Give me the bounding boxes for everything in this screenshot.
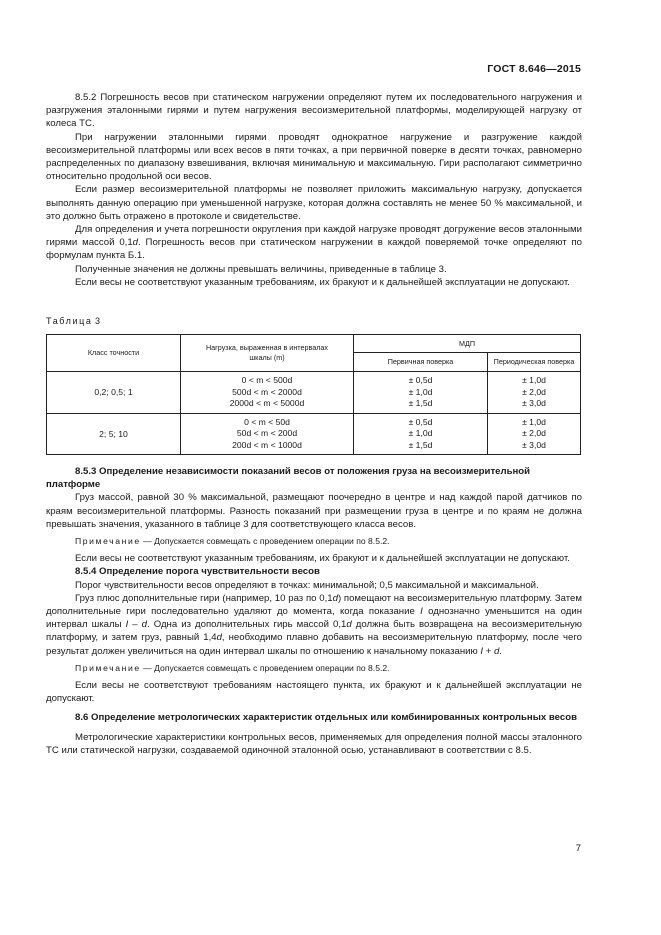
table-caption: Таблица 3 [46, 316, 101, 326]
col-header-mpe: МДП [354, 335, 581, 353]
table-3 [46, 334, 581, 455]
cell-class: 0,2; 0,5; 1 [47, 372, 181, 414]
section-852 [46, 91, 582, 289]
cell-periodic: ± 1,0d ± 2,0d ± 3,0d [488, 372, 581, 414]
cell-load: 0 < m < 500d 500d < m < 2000d 2000d < m < 5000d [181, 372, 354, 414]
section-heading: 8.6 Определение метрологических характеристик отдельных или комбинированных контрольных весов [75, 712, 577, 724]
table-row [47, 413, 581, 455]
col-header-primary: Первичная поверка [354, 353, 488, 372]
cell-periodic: ± 1,0d ± 2,0d ± 3,0d [488, 413, 581, 455]
paragraph: 8.5.2 Погрешность весов при статическом нагружении определяют путем их последовательного нагружения и разгружения эталонными гирями и путем нагружения весоизмерительной платформы, моделирующей нагрузку от колеса ТС. [46, 92, 582, 130]
cell-primary: ± 0,5d ± 1,0d ± 1,5d [354, 413, 488, 455]
col-header-load: Нагрузка, выраженная в интервалах шкалы (m) [181, 335, 354, 372]
section-heading: 8.5.4 Определение порога чувствительности весов [75, 566, 320, 578]
section-heading: 8.5.3 Определение независимости показаний весов от положения груза на весоизмерительной платформе [46, 466, 531, 491]
paragraph: Метрологические характеристики контрольных весов, применяемых для определения полной массы эталонного ТС или статической нагрузки, создаваемой одиночной эталонной осью, устанавливают в соответствии с 8.5. [46, 731, 582, 756]
col-header-class: Класс точности [47, 335, 181, 372]
cell-class: 2; 5; 10 [47, 413, 181, 455]
col-header-periodic: Периодическая поверка [488, 353, 581, 372]
paragraph: Груз массой, равной 30 % максимальной, размещают поочередно в центре и над каждой парой датчиков по краям весоизмерительной платформы. Разность показаний при размещении груза в центре и по краям не должна превышать значения, указанного в таблице 3 для соответствующего класса весов. [46, 492, 582, 530]
note: Примечание — Допускается совмещать с проведением операции по 8.5.2. [75, 662, 390, 673]
table-row [47, 372, 581, 414]
standard-header: ГОСТ 8.646—2015 [487, 63, 581, 75]
paragraph: Для определения и учета погрешности округления при каждой нагрузке проводят догружение весов эталонными гирями массой 0,1d. Погрешность весов при статическом нагружении в каждой поверяемой точке определяют по формулам пункта Б.1. [46, 224, 583, 262]
paragraph: Порог чувствительности весов определяют в точках: минимальной; 0,5 максимальной и максимальной. [75, 579, 539, 591]
page-number: 7 [575, 843, 581, 854]
paragraph: Если весы не соответствуют указанным требованиям, их бракуют и к дальнейшей эксплуатации не допускают. [75, 553, 570, 565]
cell-load: 0 < m < 50d 50d < m < 200d 200d < m < 1000d [181, 413, 354, 455]
section-853 [46, 465, 582, 757]
paragraph: Груз плюс дополнительные гири (например, 10 раз по 0,1d) помещают на весоизмерительную платформу. Затем дополнительные гири последовательно удаляют до момента, когда показание I однозначно уменьшится на один интервал шкалы I – d. Одна из дополнительных гирь массой 0,1d должна быть возвращена на весоизмерительную платформу, и затем груз, равный 1,4d, необходимо плавно добавить на весоизмерительную платформу, после чего результат должен увеличиться на один интервал шкалы по отношению к начальному показанию I + d. [46, 592, 582, 657]
paragraph: Полученные значения не должны превышать величины, приведенные в таблице 3. [75, 263, 447, 275]
paragraph: Если размер весоизмерительной платформы не позволяет приложить максимальную нагрузку, допускается выполнять данную операцию при уменьшенной нагрузке, которая должна составлять не менее 50 % максимальной, и это должно быть отражено в протоколе и свидетельстве. [46, 184, 582, 222]
note: Примечание — Допускается совмещать с проведением операции по 8.5.2. [75, 536, 390, 547]
cell-primary: ± 0,5d ± 1,0d ± 1,5d [354, 372, 488, 414]
paragraph: При нагружении эталонными гирями проводят однократное нагружение и разгружение каждой весоизмерительной платформы или всех весов в пяти точках, а при первичной поверке в десяти точках, равномерно распределенных по диапазону взвешивания, включая минимальную и максимальную. Гири располагают симметрично относительно продольной оси весов. [46, 131, 582, 183]
paragraph: Если весы не соответствуют указанным требованиям, их бракуют и к дальнейшей эксплуатации не допускают. [75, 276, 570, 288]
paragraph: Если весы не соответствуют требованиям настоящего пункта, их бракуют и к дальнейшей эксплуатации не допускают. [46, 680, 582, 705]
